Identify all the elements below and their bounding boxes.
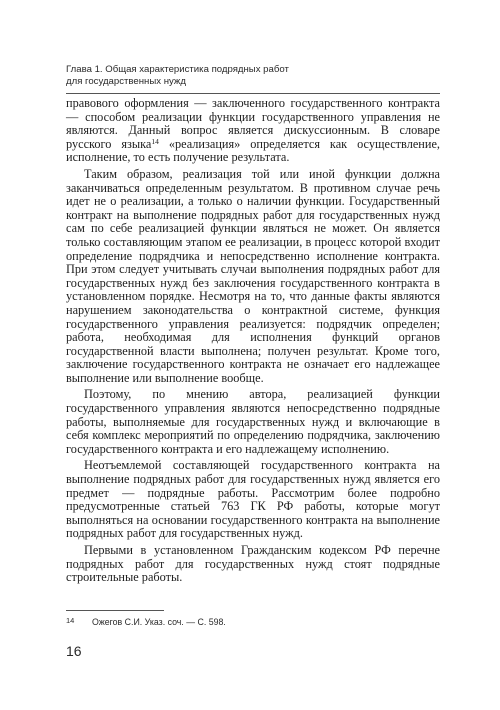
footnote-text: Ожегов С.И. Указ. соч. — С. 598. xyxy=(92,617,226,627)
paragraph-1 xyxy=(66,97,440,165)
running-header-line-1: Глава 1. Общая характеристика подрядных работ xyxy=(66,64,289,75)
running-header xyxy=(66,64,440,87)
paragraph-3: Поэтому, по мнению автора, реализацией функции государственного управления являются непосредственно подрядные работы, выполняемые для государственных нужд и включающие в себя комплекс мероприятий по определению подрядчика, заключению государственного контракта и его надлежащему исполнению. xyxy=(66,387,440,456)
footnote-reference[interactable]: 14 xyxy=(151,136,159,146)
paragraph-4: Неотъемлемой составляющей государственного контракта на выполнение подрядных работ для государственных нужд является его предмет — подрядные работы. Рассмотрим более подробно предусмотренные статьей 763 ГК РФ работы, которые могут выполняться на основании государственного контракта на выполнение подрядных работ для государственных нужд. xyxy=(66,458,440,541)
paragraph-1-text: правового оформления — заключенного государственного контракта — способом реализации функции государственного управления не являются. Данный вопрос является дискуссионным. В словаре русского языка xyxy=(66,96,440,151)
paragraph-1-continuation: «реализация» определяется как осуществление, исполнение, то есть получение результата. xyxy=(66,136,440,165)
running-header-line-2: для государственных нужд xyxy=(66,75,186,87)
paragraph-2: Таким образом, реализация той или иной функции должна заканчиваться определенным результатом. В противном случае речь идет не о реализации, а только о наличии функции. Государственный контракт на выполнение подрядных работ для государственных нужд сам по себе реализацией функции являться не может. Он является только составляющим этапом ее реализации, в процесс которой входит определение подрядчика и непосредственно исполнение контракта. При этом следует учитывать случаи выполнения подрядных работ для государственных нужд без заключения государственного контракта в установленном порядке. Несмотря на то, что данные факты являются нарушением законодательства о контрактной системе, функция государственного управления реализуется: подрядчик определен; работа, необходимая для исполнения функций органов государственной власти выполнена; получен результат. Кроме того, заключение государственного контракта не означает его надлежащее выполнение или выполнение вообще. xyxy=(66,166,440,385)
paragraph-5: Первыми в установленном Гражданским кодексом РФ перечне подрядных работ для государственных нужд стоят подрядные строительные работы. xyxy=(66,543,440,585)
header-rule xyxy=(66,93,440,94)
body-text xyxy=(66,97,440,588)
footnote-number: 14 xyxy=(66,616,75,625)
footnote-rule xyxy=(66,610,164,611)
page-number: 16 xyxy=(66,643,82,659)
footnote xyxy=(66,615,440,628)
